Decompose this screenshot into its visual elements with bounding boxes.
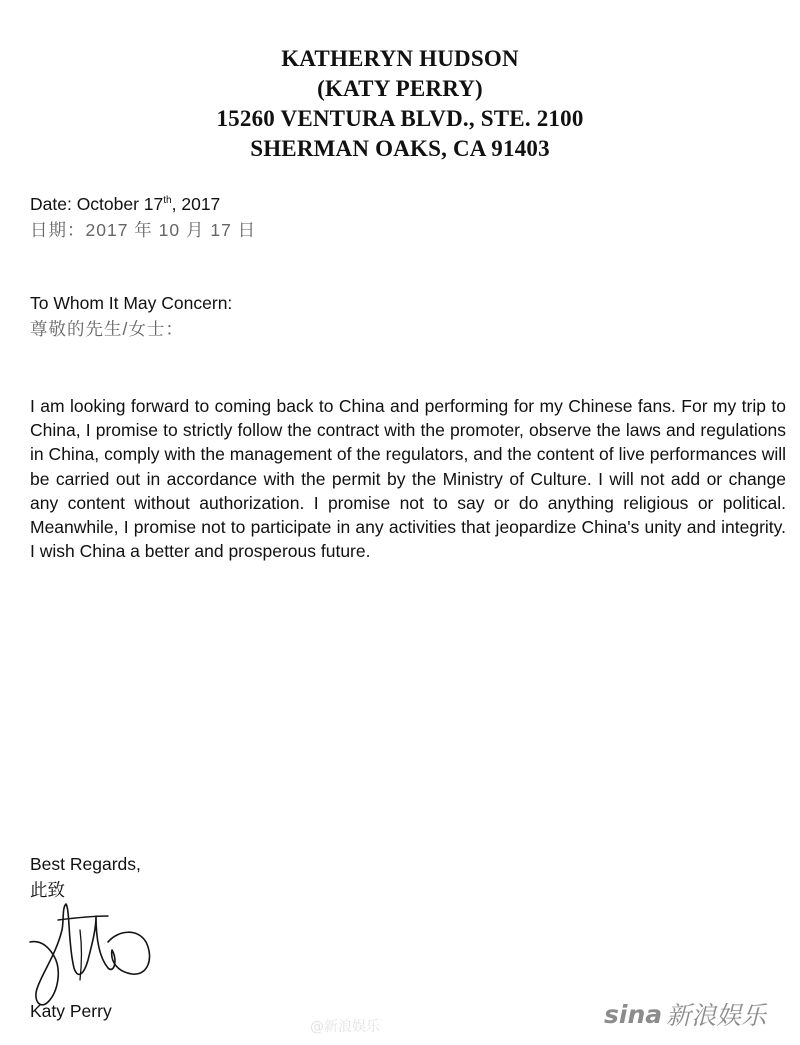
letter-body: I am looking forward to coming back to China and performing for my Chinese fans. For my trip to China, I promise to strictly follow the contract with the promoter, observe the laws and regulations in China, comply with the management of the regulators, and the content of live performances will be carried out in accordance with the permit by the Ministry of Culture. I will not add or change any content without authorization. I promise not to say or do anything religious or political. Meanwhile, I promise not to participate in any activities that jeopardize China's unity and integrity. I wish China a better and prosperous future. [30, 396, 786, 562]
date-year: , 2017 [171, 193, 221, 214]
greeting-chinese: 尊敬的先生/女士： [30, 319, 184, 339]
closing-block [30, 851, 141, 903]
closing-chinese: 此致 [30, 880, 65, 900]
greeting-block [30, 290, 232, 342]
faint-watermark: @新浪娱乐 [310, 1019, 380, 1035]
date-chinese: 日期：2017 年 10 月 17 日 [30, 219, 257, 240]
sina-watermark-chinese: 新浪娱乐 [666, 1001, 767, 1030]
sina-logo: sina [604, 999, 663, 1029]
closing-english: Best Regards, [30, 854, 141, 874]
greeting-english: To Whom It May Concern: [30, 293, 233, 313]
letterhead-stage-name: (KATY PERRY) [317, 76, 483, 101]
date-suffix: th [163, 195, 172, 206]
letterhead-city: SHERMAN OAKS, CA 91403 [250, 136, 550, 161]
letterhead [0, 44, 800, 164]
sina-watermark [604, 996, 766, 1032]
letterhead-street: 15260 VENTURA BLVD., STE. 2100 [216, 106, 584, 131]
handwritten-signature [22, 900, 162, 1010]
date-block [30, 188, 256, 243]
letterhead-name: KATHERYN HUDSON [281, 46, 519, 71]
signer-name: Katy Perry [30, 1001, 112, 1021]
date-label: Date: October 17 [30, 193, 164, 214]
date-english [30, 188, 256, 217]
